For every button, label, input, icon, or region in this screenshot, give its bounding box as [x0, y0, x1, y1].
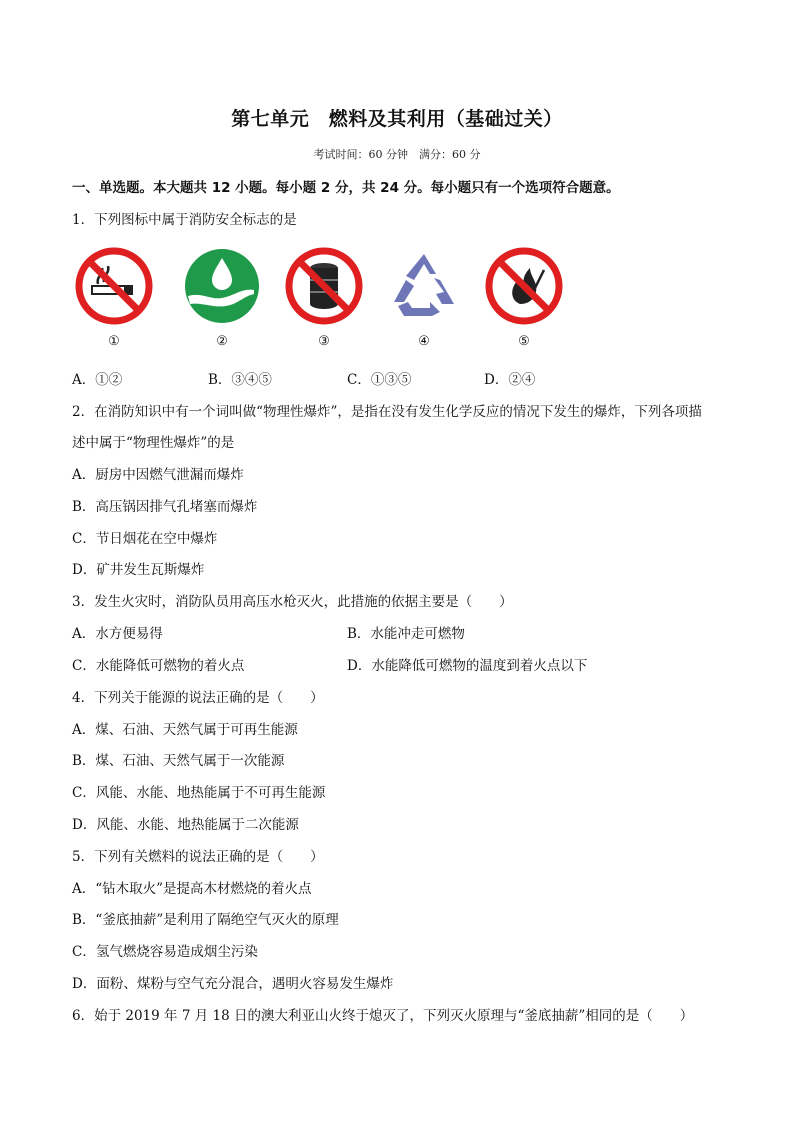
q5-option-b[interactable]: B．“釜底抽薪”是利用了隔绝空气灭火的原理 [72, 912, 339, 928]
section-heading: 一、单选题。本大题共 12 小题。每小题 2 分，共 24 分。每小题只有一个选项符合题意。 [72, 180, 620, 196]
icon-label-5: ⑤ [518, 334, 530, 349]
q4-option-c[interactable]: C．风能、水能、地热能属于不可再生能源 [72, 785, 326, 801]
q1-icon-row [72, 246, 572, 356]
q4-option-a[interactable]: A．煤、石油、天然气属于可再生能源 [72, 722, 298, 738]
q5-option-d[interactable]: D．面粉、煤粉与空气充分混合，遇明火容易发生爆炸 [72, 976, 394, 992]
exam-info: 考试时间：60 分钟 满分：60 分 [313, 148, 481, 161]
no-smoking-icon [74, 246, 154, 326]
q1-option-d[interactable]: D．②④ [484, 372, 536, 388]
recycling-icon [384, 246, 464, 326]
q1-option-a[interactable]: A．①② [72, 372, 123, 388]
q3-option-c[interactable]: C．水能降低可燃物的着火点 [72, 658, 245, 674]
question-4-stem: 4．下列关于能源的说法正确的是（ ） [72, 690, 324, 706]
q3-option-d[interactable]: D．水能降低可燃物的温度到着火点以下 [347, 658, 588, 674]
q1-option-c[interactable]: C．①③⑤ [347, 372, 412, 388]
water-saving-icon [182, 246, 262, 326]
q2-option-a[interactable]: A．厨房中因燃气泄漏而爆炸 [72, 467, 244, 483]
question-6-stem: 6．始于 2019 年 7 月 18 日的澳大利亚山火终于熄灭了，下列灭火原理与“釜底抽薪”相同的是（ ） [72, 1008, 694, 1024]
question-2-stem-line1: 2．在消防知识中有一个词叫做“物理性爆炸”，是指在没有发生化学反应的情况下发生的爆炸，下列各项描 [72, 404, 702, 420]
question-2-stem-line2: 述中属于“物理性爆炸”的是 [72, 435, 235, 451]
no-fuel-barrel-icon [284, 246, 364, 326]
page-title: 第七单元 燃料及其利用（基础过关） [231, 108, 563, 130]
q4-option-b[interactable]: B．煤、石油、天然气属于一次能源 [72, 753, 285, 769]
question-3-stem: 3．发生火灾时，消防队员用高压水枪灭火，此措施的依据主要是（ ） [72, 594, 513, 610]
icon-label-2: ② [216, 334, 228, 349]
q2-option-c[interactable]: C．节日烟花在空中爆炸 [72, 531, 218, 547]
icon-label-1: ① [108, 334, 120, 349]
no-fire-icon [484, 246, 564, 326]
q3-option-b[interactable]: B．水能冲走可燃物 [347, 626, 465, 642]
q3-option-a[interactable]: A．水方便易得 [72, 626, 163, 642]
q5-option-a[interactable]: A．“钻木取火”是提高木材燃烧的着火点 [72, 881, 312, 897]
q1-option-b[interactable]: B．③④⑤ [208, 372, 272, 388]
q4-option-d[interactable]: D．风能、水能、地热能属于二次能源 [72, 817, 299, 833]
q5-option-c[interactable]: C．氢气燃烧容易造成烟尘污染 [72, 944, 258, 960]
q2-option-b[interactable]: B．高压锅因排气孔堵塞而爆炸 [72, 499, 258, 515]
icon-label-3: ③ [318, 334, 330, 349]
question-1-stem: 1．下列图标中属于消防安全标志的是 [72, 212, 297, 228]
question-5-stem: 5．下列有关燃料的说法正确的是（ ） [72, 849, 324, 865]
q2-option-d[interactable]: D．矿井发生瓦斯爆炸 [72, 562, 205, 578]
icon-label-4: ④ [418, 334, 430, 349]
